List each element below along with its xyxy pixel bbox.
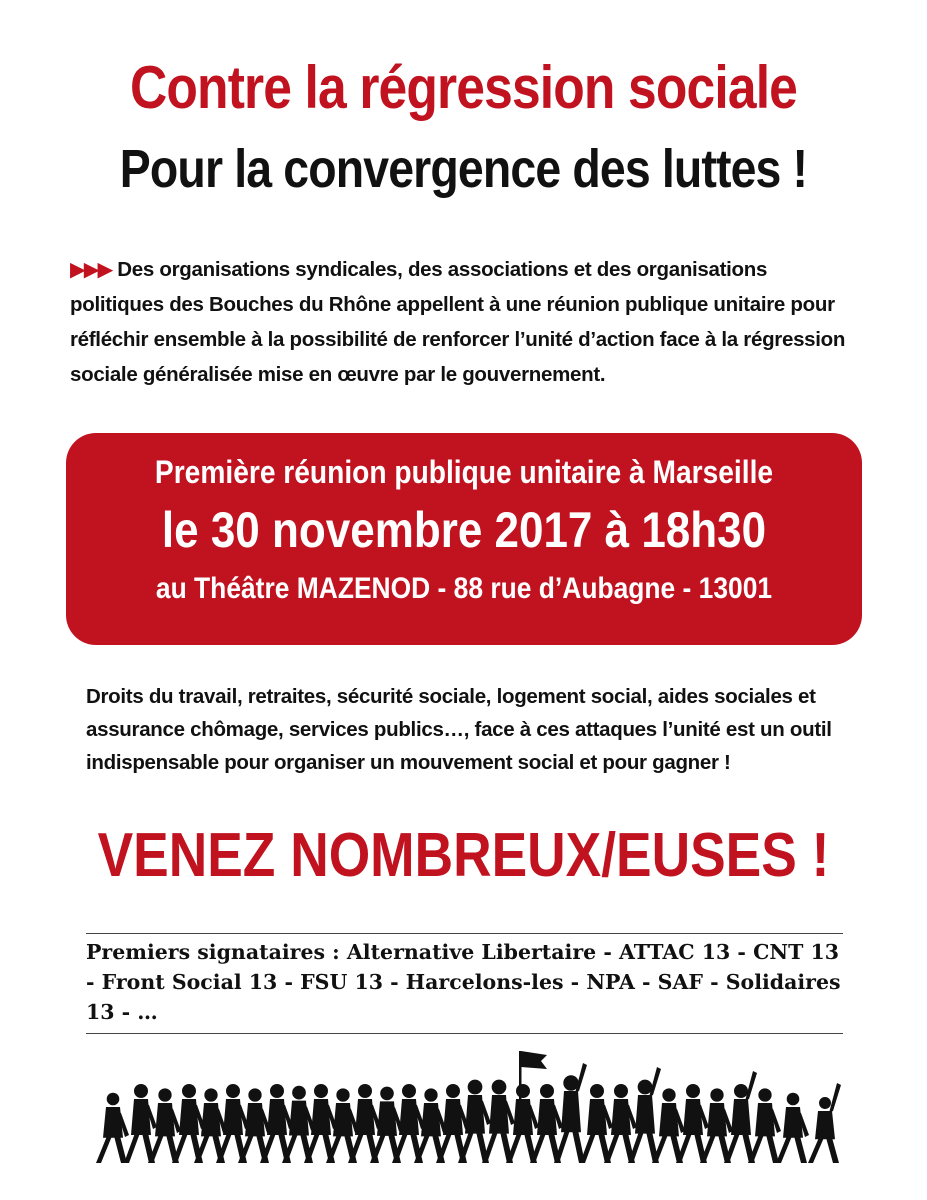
intro-text: Des organisations syndicales, des associations et des organisations politiques des Bouches du Rhône appellent à une réunion publique unitaire pour réfléchir ensemble à la possibilité de renforcer l’unité d’action face à la régression sociale généralisée mise en œuvre par le gouvernement. (70, 258, 846, 386)
body-paragraph: Droits du travail, retraites, sécurité sociale, logement social, aides sociales et assurance chômage, services publics…, face à ces attaques l’unité est un outil indispensable pour organiser un mouvement social et pour gagner ! (86, 685, 832, 774)
triple-arrow-icon: ▶▶▶ (70, 258, 112, 281)
event-box (66, 433, 862, 645)
title-black: Pour la convergence des luttes ! (119, 139, 808, 199)
signatories-text: Premiers signataires : Alternative Libertaire - ATTAC 13 - CNT 13 - Front Social 13 - FSU 13 - Harcelons-les - NPA - SAF - Solidaires 13 - … (86, 940, 841, 1024)
call-to-action: VENEZ NOMBREUX/EUSES ! (97, 821, 830, 890)
signatories-box (86, 933, 843, 1034)
crowd-silhouette-icon (95, 1043, 850, 1173)
title-red: Contre la régression sociale (129, 54, 798, 121)
event-venue: au Théâtre MAZENOD - 88 rue d’Aubagne - 13001 (155, 572, 773, 605)
intro-paragraph (70, 252, 860, 392)
event-date: le 30 novembre 2017 à 18h30 (161, 502, 767, 558)
event-title: Première réunion publique unitaire à Marseille (154, 454, 774, 490)
